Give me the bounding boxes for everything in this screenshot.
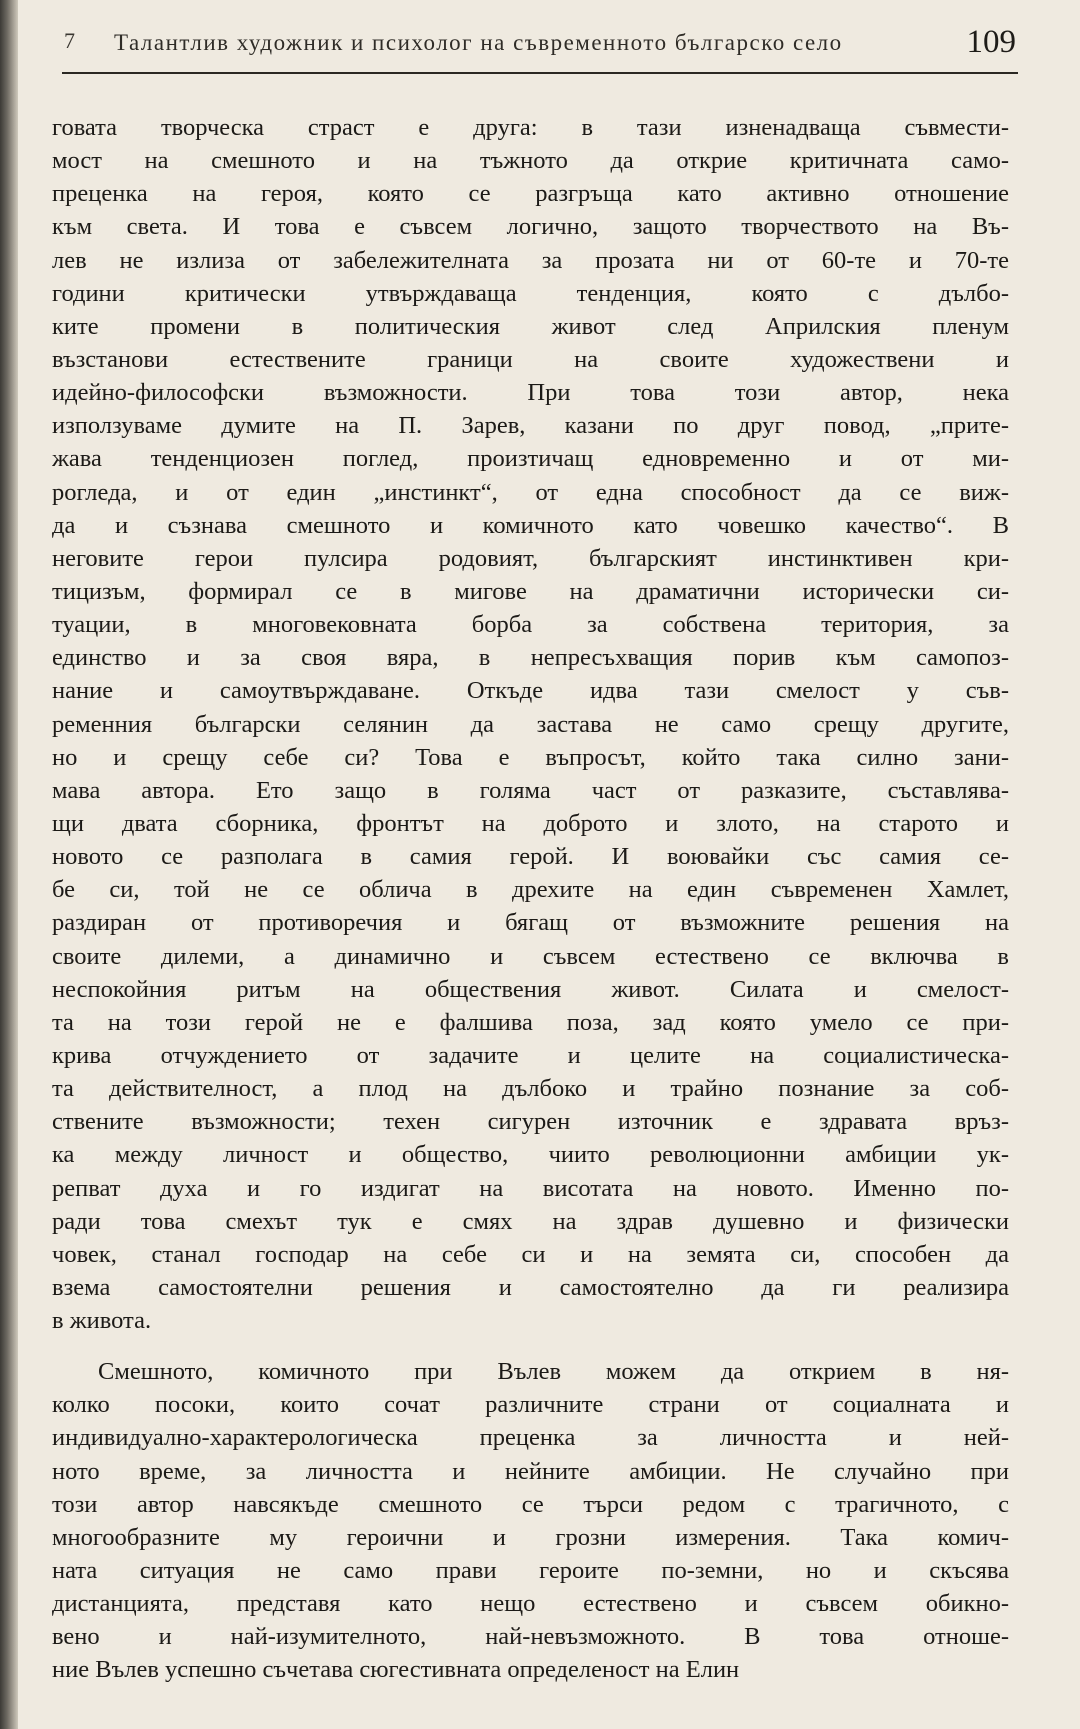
text-line: говата творческа страст е друга: в тази изненадваща съвмести- [52,114,1009,141]
text-line: тицизъм, формирал се в мигове на драматични исторически си- [52,577,1009,605]
text-line: лев не излиза от забележителната за прозата ни от 60-те и 70-те [52,246,1009,274]
header-rule [62,72,1018,74]
running-title: Талантлив художник и психолог на съвременното българско село [114,30,843,55]
text-line: ременния български селянин да застава не само срещу другите, [52,710,1009,738]
text-line: новото се разполага в самия герой. И воювайки със самия се- [52,843,1009,871]
text-line: ките промени в политическия живот след Априлския пленум [52,312,1009,340]
text-line: индивидуално-характерологическа преценка за личността и ней- [52,1424,1009,1452]
text-line: ната ситуация не само прави героите по-земни, но и скъсява [52,1557,1009,1585]
running-header [64,24,1016,70]
text-line: неговите герои пулсира родовият, българският инстинктивен кри- [52,544,1009,572]
text-line: мост на смешното и на тъжното да открие критичната само- [52,147,1009,175]
text-line: вено и най-изумителното, най-невъзможното. В това отноше- [52,1623,1009,1651]
text-line: ние Вълев успешно съчетава сюгестивната определеност на Елин [52,1656,740,1684]
chapter-number: 7 [64,28,75,53]
text-line: колко посоки, които сочат различните страни от социалната и [52,1391,1009,1419]
text-line: раздиран от противоречия и бягащ от възможните решения на [52,909,1009,937]
text-line: взема самостоятелни решения и самостоятелно да ги реализира [52,1273,1009,1301]
text-line: ното време, за личността и нейните амбиции. Не случайно при [52,1457,1009,1485]
text-line: идейно-философски възможности. При това този автор, нека [52,379,1009,407]
text-line: туации, в многовековната борба за собствена територия, за [52,611,1009,639]
text-line: ка между личност и общество, чиито революционни амбиции ук- [52,1141,1009,1169]
text-line: своите дилеми, а динамично и съвсем естествено се включва в [52,942,1009,970]
text-line: използуваме думите на П. Зарев, казани по друг повод, „прите- [52,412,1009,440]
text-line: да и съзнава смешното и комичното като човешко качество“. В [52,511,1009,539]
text-line: многообразните му героични и грозни измерения. Така комич- [52,1523,1009,1551]
text-line: жава тенденциозен поглед, произтичащ едновременно и от ми- [52,445,1009,473]
text-line: мава автора. Ето защо в голяма част от разказите, съставлява- [52,776,1009,804]
text-line: възстанови естествените граници на своите художествени и [52,345,1009,373]
text-line: рогледа, и от един „инстинкт“, от една способност да се виж- [52,478,1009,506]
text-line: щи двата сборника, фронтът на доброто и злото, на старото и [52,809,1009,837]
text-line: ради това смехът тук е смях на здрав душевно и физически [52,1207,1009,1235]
paragraph [52,1355,1009,1686]
text-line: Смешното, комичното при Вълев можем да открием в ня- [98,1358,1009,1386]
text-line: преценка на героя, която се разгръща като активно отношение [52,180,1009,208]
text-line: единство и за своя вяра, в непресъхващия порив към самопоз- [52,644,1009,672]
paragraph-gap [52,1337,1009,1355]
text-line: човек, станал господар на себе си и на земята си, способен да [52,1240,1009,1268]
text-line: ствените възможности; техен сигурен източник е здравата връз- [52,1108,1009,1136]
text-line: та действителност, а плод на дълбоко и трайно познание за соб- [52,1075,1009,1103]
text-line: години критически утвърждаваща тенденция, която с дълбо- [52,279,1009,307]
body-text [52,111,1009,1687]
text-line: нание и самоутвърждаване. Откъде идва тази смелост у съв- [52,677,1009,705]
text-line: в живота. [52,1307,152,1335]
text-line: към света. И това е съвсем логично, защото творчеството на Въ- [52,213,1009,241]
text-line: този автор навсякъде смешното се търси редом с трагичното, с [52,1490,1009,1518]
text-line: дистанцията, представя като нещо естествено и съвсем обикно- [52,1590,1009,1618]
binding-shadow [0,0,18,1729]
paragraph [52,111,1009,1337]
text-line: крива отчуждението от задачите и целите на социалистическа- [52,1041,1009,1069]
text-line: бе си, той не се облича в дрехите на един съвременен Хамлет, [52,876,1009,904]
text-line: та на този герой не е фалшива поза, зад която умело се при- [52,1008,1009,1036]
text-line: неспокойния ритъм на обществения живот. Силата и смелост- [52,975,1009,1003]
page-number: 109 [966,24,1016,60]
text-line: репват духа и го издигат на висотата на новото. Именно по- [52,1174,1009,1202]
text-line: но и срещу себе си? Това е въпросът, който така силно зани- [52,743,1009,771]
